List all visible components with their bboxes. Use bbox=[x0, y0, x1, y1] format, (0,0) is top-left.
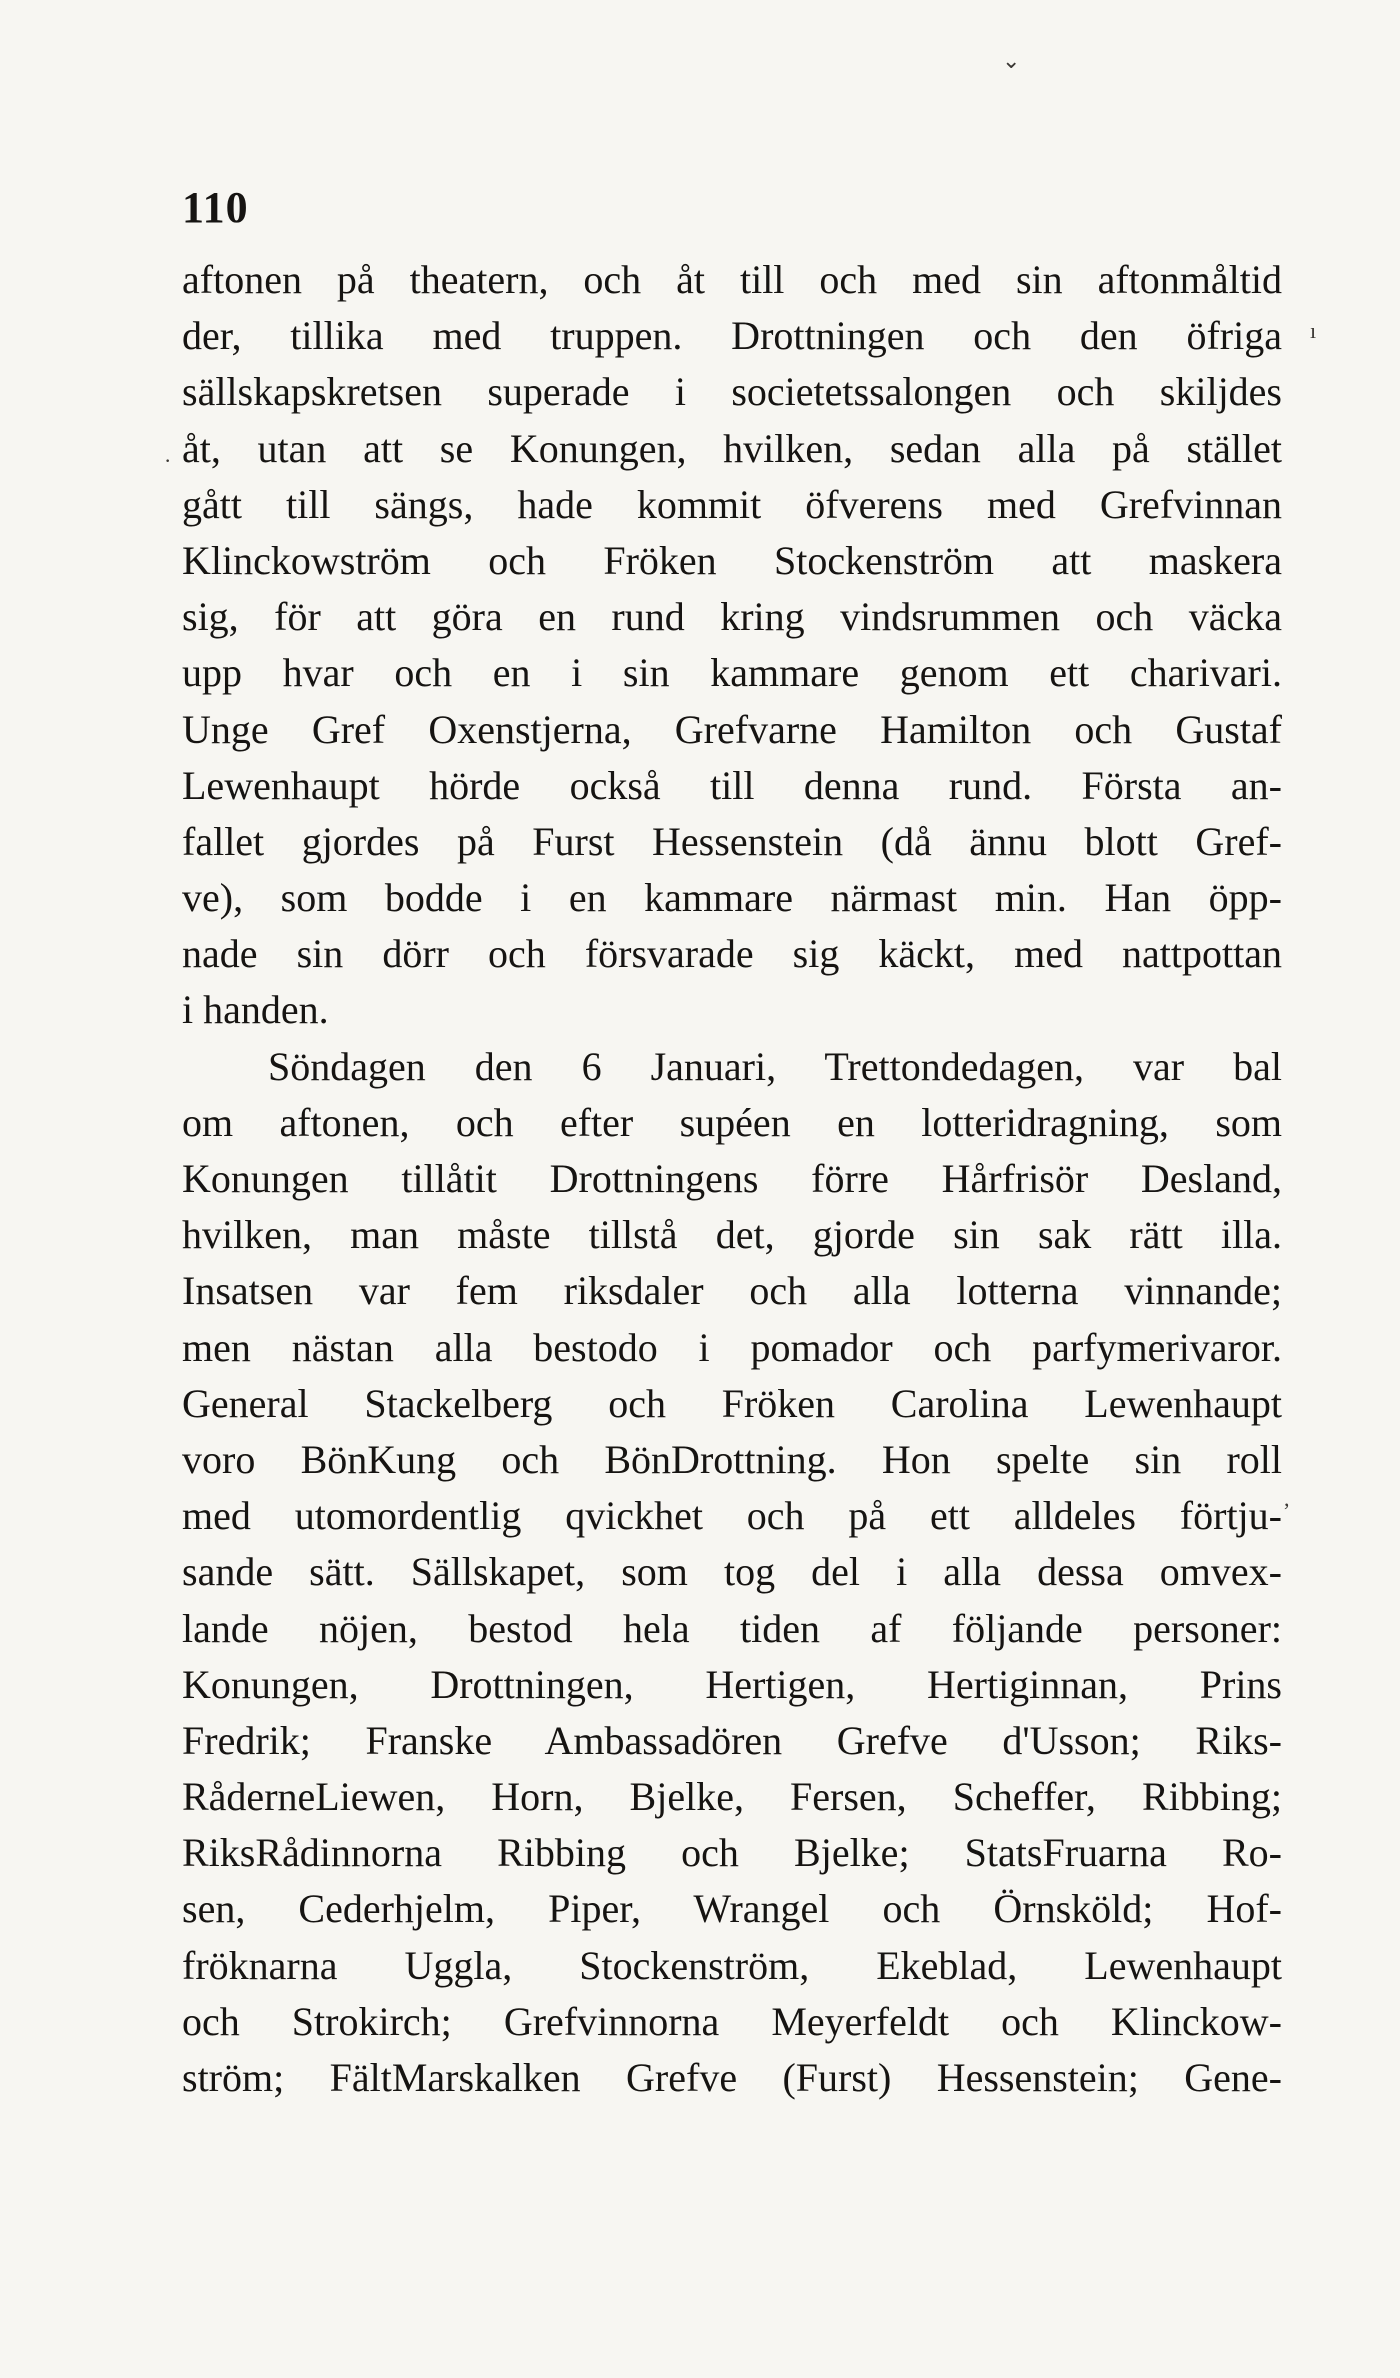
margin-mark: ı bbox=[1310, 318, 1317, 343]
text-line: Lewenhaupt hörde också till denna rund. Första an- bbox=[182, 762, 1282, 808]
text-line: med utomordentlig qvickhet och på ett alldeles förtju- bbox=[182, 1493, 1282, 1539]
text-line: fröknarna Uggla, Stockenström, Ekeblad, Lewenhaupt bbox=[182, 1942, 1282, 1988]
text-line: sällskapskretsen superade i societetssalongen och skiljdes bbox=[182, 369, 1282, 415]
text-line: gått till sängs, hade kommit öfverens med Grefvinnan bbox=[182, 481, 1282, 527]
text-line: fallet gjordes på Furst Hessenstein (då ännu blott Gref- bbox=[182, 818, 1282, 864]
text-line: nade sin dörr och försvarade sig käckt, med nattpottan bbox=[182, 931, 1282, 977]
text-line: RåderneLiewen, Horn, Bjelke, Fersen, Scheffer, Ribbing; bbox=[182, 1774, 1282, 1820]
text-line: hvilken, man måste tillstå det, gjorde sin sak rätt illa. bbox=[182, 1212, 1282, 1258]
paragraph bbox=[182, 252, 1282, 1039]
text-line: Konungen tillåtit Drottningens förre Hårfrisör Desland, bbox=[182, 1156, 1282, 1201]
margin-dot: · bbox=[164, 448, 172, 473]
text-line: upp hvar och en i sin kammare genom ett charivari. bbox=[182, 650, 1282, 696]
text-line: lande nöjen, bestod hela tiden af följande personer: bbox=[182, 1605, 1282, 1651]
page-number: 110 bbox=[182, 183, 249, 232]
text-line: der, tillika med truppen. Drottningen och den öfriga bbox=[182, 313, 1282, 359]
text-line: Insatsen var fem riksdaler och alla lotterna vinnande; bbox=[182, 1268, 1282, 1314]
body-text bbox=[182, 252, 1282, 2106]
text-line: om aftonen, och efter supéen en lotteridragning, som bbox=[182, 1099, 1282, 1145]
speck-mark: ⌄ bbox=[1002, 48, 1021, 73]
text-line: ve), som bodde i en kammare närmast min. Han öpp- bbox=[182, 875, 1282, 921]
text-line: sig, för att göra en rund kring vindsrummen och väcka bbox=[182, 594, 1282, 640]
text-line: sen, Cederhjelm, Piper, Wrangel och Örnsköld; Hof- bbox=[182, 1886, 1282, 1932]
text-line: General Stackelberg och Fröken Carolina Lewenhaupt bbox=[182, 1380, 1282, 1426]
text-line: Söndagen den 6 Januari, Trettondedagen, var bal bbox=[268, 1043, 1282, 1089]
text-line: ström; FältMarskalken Grefve (Furst) Hessenstein; Gene- bbox=[182, 2055, 1282, 2100]
text-line: Klinckowström och Fröken Stockenström att maskera bbox=[182, 537, 1282, 583]
margin-mark-lower: , bbox=[1284, 1486, 1290, 1511]
text-line: RiksRådinnorna Ribbing och Bjelke; StatsFruarna Ro- bbox=[182, 1830, 1282, 1876]
text-line: men nästan alla bestodo i pomador och parfymerivaror. bbox=[182, 1324, 1282, 1370]
text-line: Unge Gref Oxenstjerna, Grefvarne Hamilton och Gustaf bbox=[182, 706, 1282, 752]
text-line: och Strokirch; Grefvinnorna Meyerfeldt och Klinckow- bbox=[182, 1998, 1282, 2044]
text-line: voro BönKung och BönDrottning. Hon spelte sin roll bbox=[182, 1436, 1282, 1482]
text-line: sande sätt. Sällskapet, som tog del i alla dessa omvex- bbox=[182, 1549, 1282, 1595]
text-line: aftonen på theatern, och åt till och med sin aftonmåltid bbox=[182, 257, 1282, 302]
text-line: Fredrik; Franske Ambassadören Grefve d'Usson; Riks- bbox=[182, 1717, 1282, 1763]
text-line: Konungen, Drottningen, Hertigen, Hertiginnan, Prins bbox=[182, 1661, 1282, 1707]
paragraph bbox=[182, 1039, 1282, 2107]
text-line: åt, utan att se Konungen, hvilken, sedan alla på stället bbox=[182, 425, 1282, 471]
text-line: i handen. bbox=[182, 987, 329, 1033]
